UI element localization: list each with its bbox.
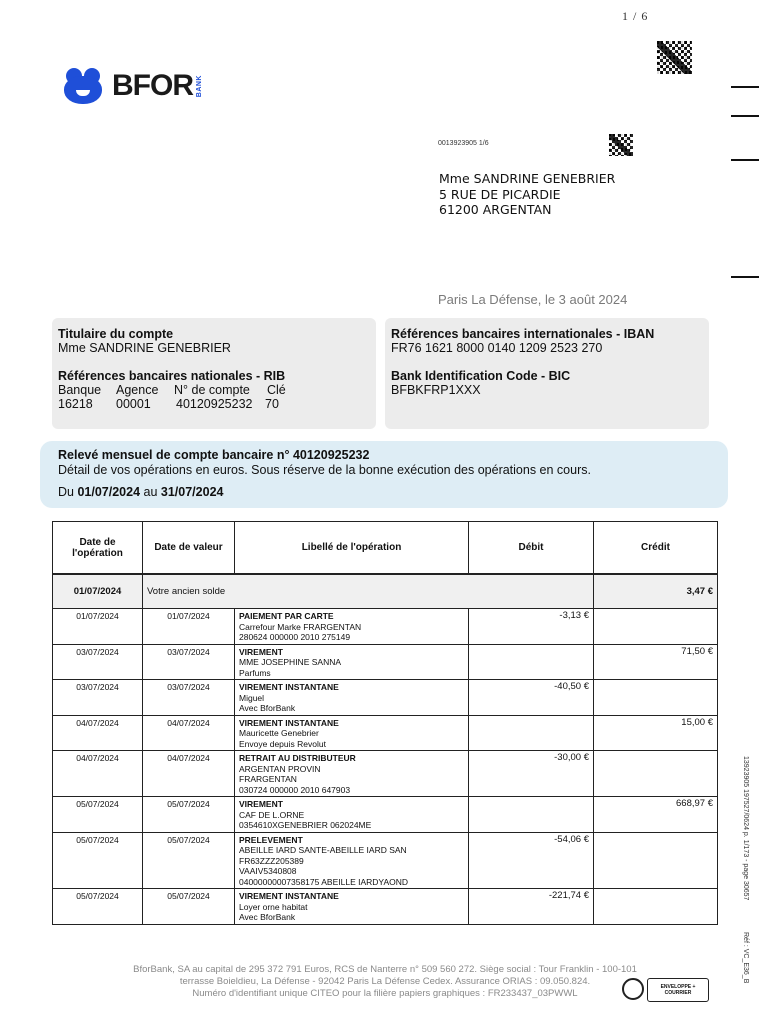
table-row [53, 644, 718, 680]
value-date: 04/07/2024 [143, 715, 235, 751]
value-date: 03/07/2024 [143, 680, 235, 716]
operation-date: 05/07/2024 [53, 832, 143, 889]
operation-title: VIREMENT INSTANTANE [239, 717, 339, 728]
recipient-address [439, 171, 615, 218]
operation-detail: ABEILLE IARD SANTE-ABEILLE IARD SAN [239, 845, 407, 855]
recycle-icon [622, 978, 644, 1000]
iban-title: Références bancaires internationales - IBAN [391, 327, 655, 341]
table-row [53, 751, 718, 797]
credit-amount [594, 751, 718, 797]
debit-amount: -30,00 € [469, 751, 594, 797]
eco-label-badge: ENVELOPPE + COURRIER [647, 978, 709, 1002]
credit-amount: 71,50 € [594, 644, 718, 680]
page-number: 1 / 6 [622, 9, 649, 23]
international-references-panel [385, 318, 709, 429]
iban-value: FR76 1621 8000 0140 1209 2523 270 [391, 341, 603, 355]
rib-headers [58, 383, 286, 397]
debit-amount: -40,50 € [469, 680, 594, 716]
side-code-left: 13923905 197527/0624 p. 1/173 - page 30657 [742, 756, 749, 901]
statement-subtitle: Détail de vos opérations en euros. Sous réserve de la bonne exécution des opérations en cours. [58, 463, 591, 477]
operation-label [235, 715, 469, 751]
operation-label [235, 832, 469, 889]
header-value-date: Date de valeur [143, 522, 235, 574]
operation-title: VIREMENT [239, 799, 283, 809]
opening-date: 01/07/2024 [53, 575, 143, 609]
footer-line-3: Numéro d'identifiant unique CITEO pour la filière papiers graphiques : FR233437_03PWWL [192, 988, 578, 999]
margin-mark [731, 159, 759, 161]
period-from: 01/07/2024 [77, 485, 141, 499]
operation-label [235, 609, 469, 645]
table-row [53, 715, 718, 751]
margin-mark [731, 115, 759, 117]
operation-date: 05/07/2024 [53, 889, 143, 925]
operation-detail: MME JOSEPHINE SANNA [239, 657, 342, 667]
logo-brand: BFOR [112, 69, 193, 102]
operation-detail: Avec BforBank [239, 912, 296, 922]
operation-date: 03/07/2024 [53, 680, 143, 716]
rib-bank: 16218 [58, 397, 93, 411]
table-row [53, 680, 718, 716]
operation-detail: CAF DE L.ORNE [239, 809, 305, 820]
operation-date: 04/07/2024 [53, 715, 143, 751]
rib-header-agency: Agence [116, 383, 159, 397]
operation-date: 04/07/2024 [53, 751, 143, 797]
operation-detail: Parfums [239, 667, 271, 678]
recipient-city: 61200 ARGENTAN [439, 202, 552, 217]
footer-line-1: BforBank, SA au capital de 295 372 791 Euros, RCS de Nanterre n° 509 560 272. Siège social : Tour Franklin - 100-101 [133, 964, 637, 975]
statement-banner [40, 441, 728, 508]
operation-detail: FRARGENTAN [239, 774, 297, 784]
rib-header-bank: Banque [58, 383, 102, 397]
opening-credit: 3,47 € [594, 575, 718, 609]
operation-date: 05/07/2024 [53, 797, 143, 833]
credit-amount: 668,97 € [594, 797, 718, 833]
header-debit: Débit [469, 522, 594, 574]
operation-date: 01/07/2024 [53, 609, 143, 645]
account-holder-panel [52, 318, 376, 429]
table-row [53, 832, 718, 889]
operation-detail: Carrefour Marke FRARGENTAN [239, 621, 362, 632]
operation-detail: 030724 000000 2010 647903 [239, 784, 351, 795]
operation-detail: Mauricette Genebrier [239, 728, 319, 738]
operation-title: PAIEMENT PAR CARTE [239, 611, 334, 621]
holder-name: Mme SANDRINE GENEBRIER [58, 341, 231, 355]
rib-agency: 00001 [116, 397, 151, 411]
value-date: 05/07/2024 [143, 797, 235, 833]
debit-amount: -3,13 € [469, 609, 594, 645]
operation-title: VIREMENT [239, 646, 283, 657]
value-date: 03/07/2024 [143, 644, 235, 680]
holder-title: Titulaire du compte [58, 327, 174, 341]
statement-period: Du 01/07/2024 au 31/07/2024 [58, 485, 224, 499]
date-place: Paris La Défense, le 3 août 2024 [438, 292, 628, 307]
table-row [53, 797, 718, 833]
value-date: 01/07/2024 [143, 609, 235, 645]
header-operation-date: Date de l'opération [53, 522, 143, 574]
opening-balance-row [53, 575, 718, 609]
rib-key: 70 [265, 397, 279, 411]
operation-label [235, 644, 469, 680]
value-date: 05/07/2024 [143, 889, 235, 925]
operations-table [52, 521, 718, 925]
side-code-right: Réf : VC_E36_B [742, 932, 749, 984]
debit-amount: -221,74 € [469, 889, 594, 925]
operation-title: PRELEVEMENT [239, 834, 303, 845]
debit-amount: -54,06 € [469, 832, 594, 889]
bic-title: Bank Identification Code - BIC [391, 369, 571, 383]
operation-title: RETRAIT AU DISTRIBUTEUR [239, 753, 356, 763]
document-reference: 0013923905 1/6 [438, 140, 489, 147]
rib-header-key: Clé [267, 383, 286, 397]
operation-detail: 280624 000000 2010 275149 [239, 632, 351, 642]
operation-detail: Envoye depuis Revolut [239, 738, 326, 749]
credit-amount [594, 680, 718, 716]
bank-logo [64, 68, 203, 104]
value-date: 05/07/2024 [143, 832, 235, 889]
margin-mark [731, 86, 759, 88]
opening-label: Votre ancien solde [143, 575, 594, 609]
operation-title: VIREMENT INSTANTANE [239, 891, 339, 901]
operation-detail: Miguel [239, 692, 265, 703]
statement-title: Relevé mensuel de compte bancaire n° 40120925232 [58, 448, 370, 462]
operation-label [235, 751, 469, 797]
debit-amount [469, 715, 594, 751]
credit-amount [594, 609, 718, 645]
credit-amount: 15,00 € [594, 715, 718, 751]
operation-date: 03/07/2024 [53, 644, 143, 680]
datamatrix-code-top [657, 41, 692, 74]
footer-line-2: terrasse Boieldieu, La Défense - 92042 Paris La Défense Cedex. Assurance ORIAS : 09.050.824. [179, 976, 591, 987]
rib-values [58, 397, 286, 411]
operation-detail: Loyer orne habitat [239, 901, 308, 912]
recipient-name: Mme SANDRINE GENEBRIER [439, 171, 616, 186]
table-header-row [53, 522, 718, 574]
operation-detail: 04000000007358175 ABEILLE IARDYAOND [239, 876, 409, 887]
operation-detail: VAAIV5340808 [239, 866, 297, 876]
operation-label [235, 680, 469, 716]
recipient-street: 5 RUE DE PICARDIE [439, 186, 561, 202]
debit-amount [469, 644, 594, 680]
logo-suffix: BANK [196, 74, 203, 98]
operation-detail: Avec BforBank [239, 703, 296, 713]
rib-header-account: N° de compte [174, 383, 250, 397]
operation-detail: ARGENTAN PROVIN [239, 763, 321, 774]
header-label: Libellé de l'opération [235, 522, 469, 574]
operation-label [235, 889, 469, 925]
legal-footer [60, 964, 710, 1000]
table-row [53, 889, 718, 925]
operation-detail: FR63ZZZ205389 [239, 855, 304, 866]
rib-account: 40120925232 [176, 397, 253, 411]
value-date: 04/07/2024 [143, 751, 235, 797]
credit-amount [594, 889, 718, 925]
period-to: 31/07/2024 [160, 485, 224, 499]
operation-title: VIREMENT INSTANTANE [239, 682, 339, 692]
credit-amount [594, 832, 718, 889]
logo-blob-icon [64, 68, 104, 104]
datamatrix-code-small [609, 134, 633, 156]
operation-detail: 0354610XGENEBRIER 062024ME [239, 820, 372, 830]
operation-label [235, 797, 469, 833]
bic-value: BFBKFRP1XXX [391, 383, 481, 397]
debit-amount [469, 797, 594, 833]
header-credit: Crédit [594, 522, 718, 574]
table-row [53, 609, 718, 645]
margin-mark [731, 276, 759, 278]
rib-title: Références bancaires nationales - RIB [58, 369, 286, 383]
